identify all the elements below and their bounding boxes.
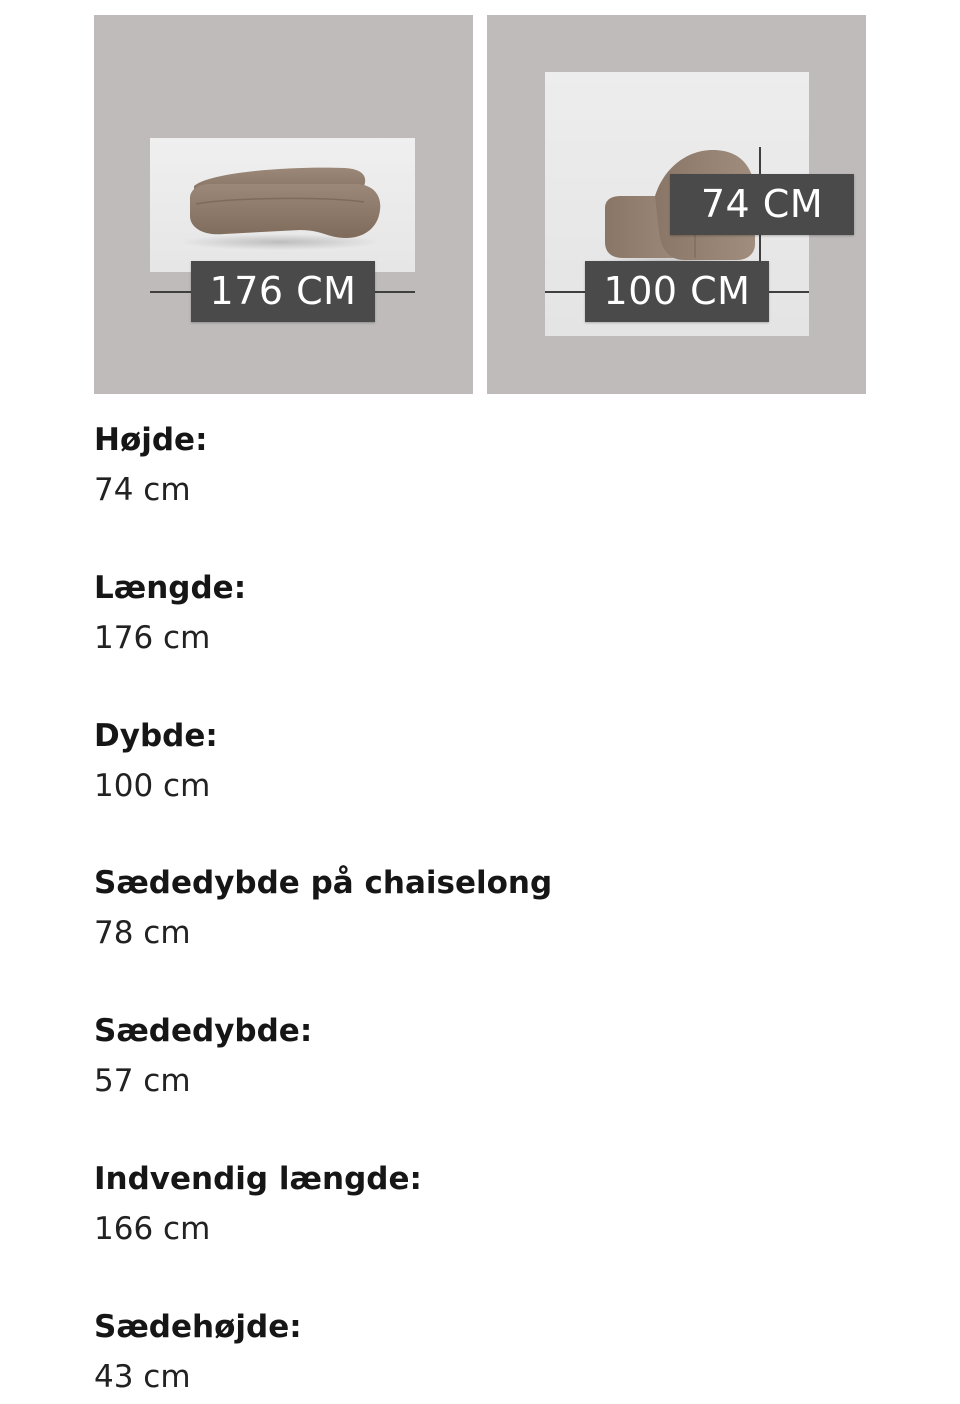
spec-value: 176 cm xyxy=(94,620,211,656)
spec-value: 166 cm xyxy=(94,1211,211,1247)
length-dimension-label: 176 CM xyxy=(191,261,375,322)
depth-dimension-label: 100 CM xyxy=(585,261,769,322)
front-view-tile[interactable] xyxy=(94,15,473,394)
spec-label: Dybde: xyxy=(94,718,218,754)
spec-value: 74 cm xyxy=(94,472,191,508)
sofa-front-photo xyxy=(150,138,415,272)
spec-label: Sædehøjde: xyxy=(94,1309,302,1345)
spec-value: 78 cm xyxy=(94,915,191,951)
spec-label: Længde: xyxy=(94,570,247,606)
spec-chaise-seat-depth xyxy=(94,863,894,953)
spec-value: 57 cm xyxy=(94,1063,191,1099)
side-view-tile[interactable] xyxy=(487,15,866,394)
spec-seat-height xyxy=(94,1307,894,1397)
spec-value: 100 cm xyxy=(94,768,211,804)
spec-length xyxy=(94,568,894,658)
spec-seat-depth xyxy=(94,1011,894,1101)
sofa-front-illustration xyxy=(150,138,415,272)
height-dimension-label: 74 CM xyxy=(670,174,854,235)
spec-inner-length xyxy=(94,1159,894,1249)
spec-depth xyxy=(94,716,894,806)
spec-height xyxy=(94,420,894,510)
spec-label: Højde: xyxy=(94,422,208,458)
spec-label: Sædedybde på chaiselong xyxy=(94,865,553,901)
spec-label: Indvendig længde: xyxy=(94,1161,422,1197)
dimension-gallery xyxy=(94,15,866,394)
spec-value: 43 cm xyxy=(94,1359,191,1395)
spec-label: Sædedybde: xyxy=(94,1013,313,1049)
